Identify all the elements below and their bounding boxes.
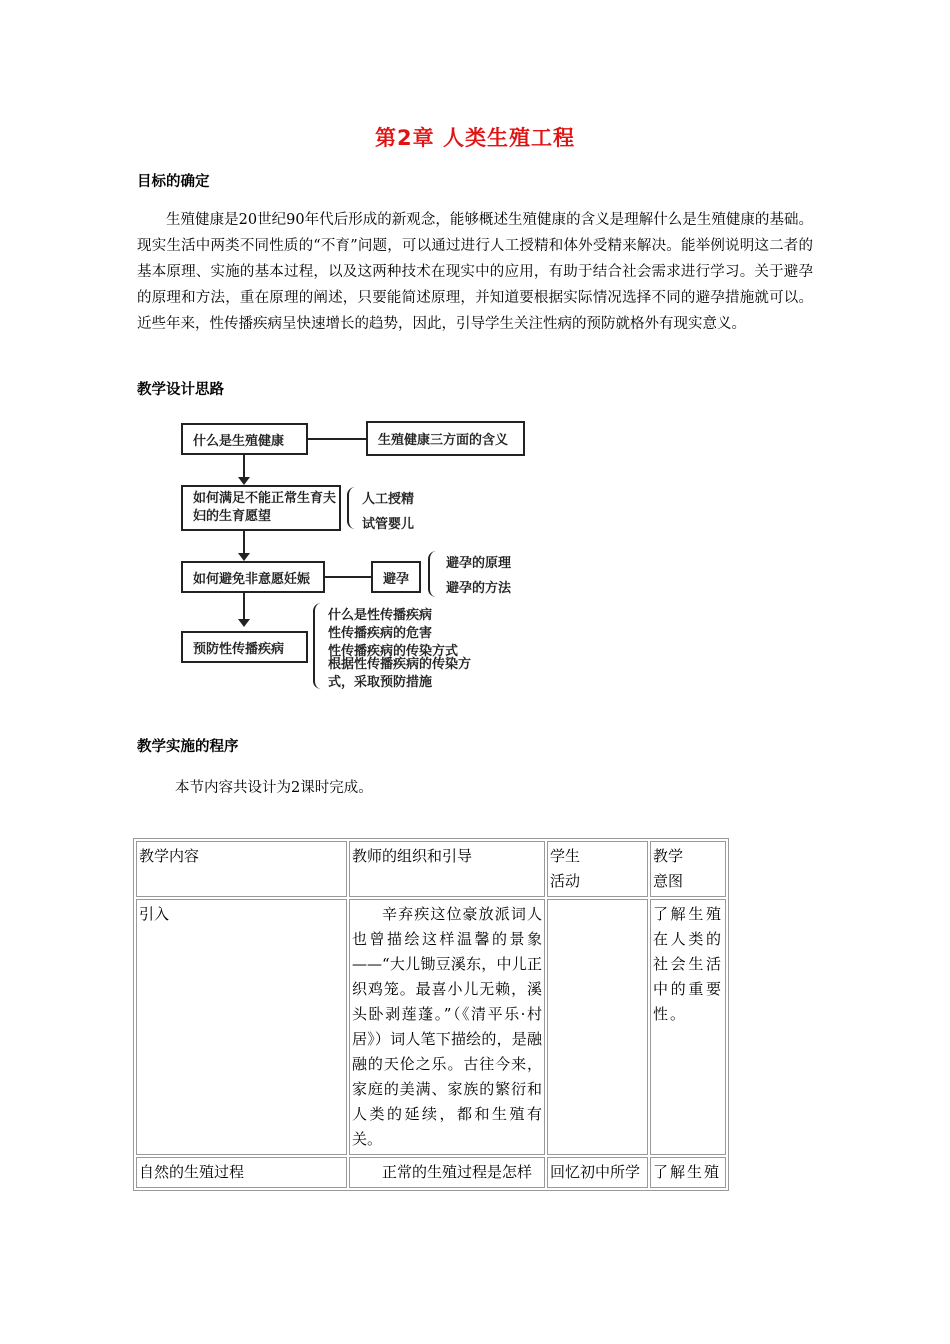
flow-item-ivf: 试管婴儿 (362, 517, 415, 532)
brace-icon (313, 603, 325, 689)
flow-box-fertility-label: 如何满足不能正常生育夫妇的生育愿望 (193, 491, 337, 524)
flow-item-method: 避孕的方法 (446, 581, 512, 596)
header-student (547, 841, 648, 897)
arrow-down-icon (238, 477, 250, 485)
flow-item-artificial-insemination: 人工授精 (362, 492, 415, 507)
goal-heading: 目标的确定 (137, 174, 210, 190)
row-student: 回忆初中所学 (547, 1157, 648, 1188)
brace-icon (347, 487, 359, 529)
flow-box-fertility (181, 485, 341, 531)
table-row (136, 1157, 726, 1188)
flow-item-std-transmission: 性传播疾病的传染方式 (328, 644, 459, 659)
row-student (547, 899, 648, 1155)
flow-box-avoid: 避孕 (371, 561, 421, 593)
flow-item-principle: 避孕的原理 (446, 556, 512, 571)
arrow-down-icon (238, 553, 250, 561)
flow-item-std-harm: 性传播疾病的危害 (328, 626, 433, 641)
brace-icon (428, 551, 440, 597)
flow-box-contraception: 如何避免非意愿妊娠 (181, 561, 325, 593)
procedure-heading: 教学实施的程序 (137, 739, 239, 755)
row-content: 引入 (136, 899, 347, 1155)
row-intent: 了解生殖 (650, 1157, 726, 1188)
lesson-plan-table (133, 838, 729, 1191)
flow-item-what-is-std: 什么是性传播疾病 (328, 608, 433, 623)
row-content: 自然的生殖过程 (136, 1157, 347, 1188)
connector-line (308, 438, 366, 440)
flow-box-three-meanings: 生殖健康三方面的含义 (366, 421, 525, 456)
header-teacher: 教师的组织和引导 (349, 841, 545, 897)
table-header-row (136, 841, 726, 897)
flow-box-reproductive-health: 什么是生殖健康 (181, 423, 308, 455)
goal-paragraph: 生殖健康是20世纪90年代后形成的新观念，能够概述生殖健康的含义是理解什么是生殖健康的基础。现实生活中两类不同性质的“不育”问题，可以通过进行人工授精和体外受精来解决。能举例说明这二者的基本原理、实施的基本过程，以及这两种技术在现实中的应用，有助于结合社会需求进行学习。关于避孕的原理和方法，重在原理的阐述，只要能简述原理，并知道要根据实际情况选择不同的避孕措施就可以。近些年来，性传播疾病呈快速增长的趋势，因此，引导学生关注性病的预防就格外有现实意义。 (137, 212, 813, 332)
row-teacher: 辛弃疾这位豪放派词人也曾描绘这样温馨的景象——“大儿锄豆溪东，中儿正织鸡笼。最喜小儿无赖，溪头卧剥莲蓬。”（《清平乐·村居》）词人笔下描绘的，是融融的天伦之乐。古往今来，家庭的美满、家族的繁衍和人类的延续，都和生殖有关。 (349, 899, 545, 1155)
arrow-down-icon (238, 619, 250, 627)
header-content: 教学内容 (136, 841, 347, 897)
flow-box-std: 预防性传播疾病 (181, 631, 308, 663)
flow-item-std-prevention: 根据性传播疾病的传染方式，采取预防措施 (328, 657, 472, 690)
header-intent (650, 841, 726, 897)
design-heading: 教学设计思路 (137, 382, 224, 398)
connector-line (325, 576, 371, 578)
page-title: 第2章 人类生殖工程 (375, 126, 575, 150)
row-intent: 了解生殖在人类的社会生活中的重要性。 (650, 899, 726, 1155)
procedure-paragraph: 本节内容共设计为2课时完成。 (175, 780, 373, 796)
header-intent-label: 教学意图 (653, 847, 684, 890)
header-student-label: 学生活动 (550, 847, 581, 890)
row-teacher: 正常的生殖过程是怎样 (349, 1157, 545, 1188)
table-row (136, 899, 726, 1155)
